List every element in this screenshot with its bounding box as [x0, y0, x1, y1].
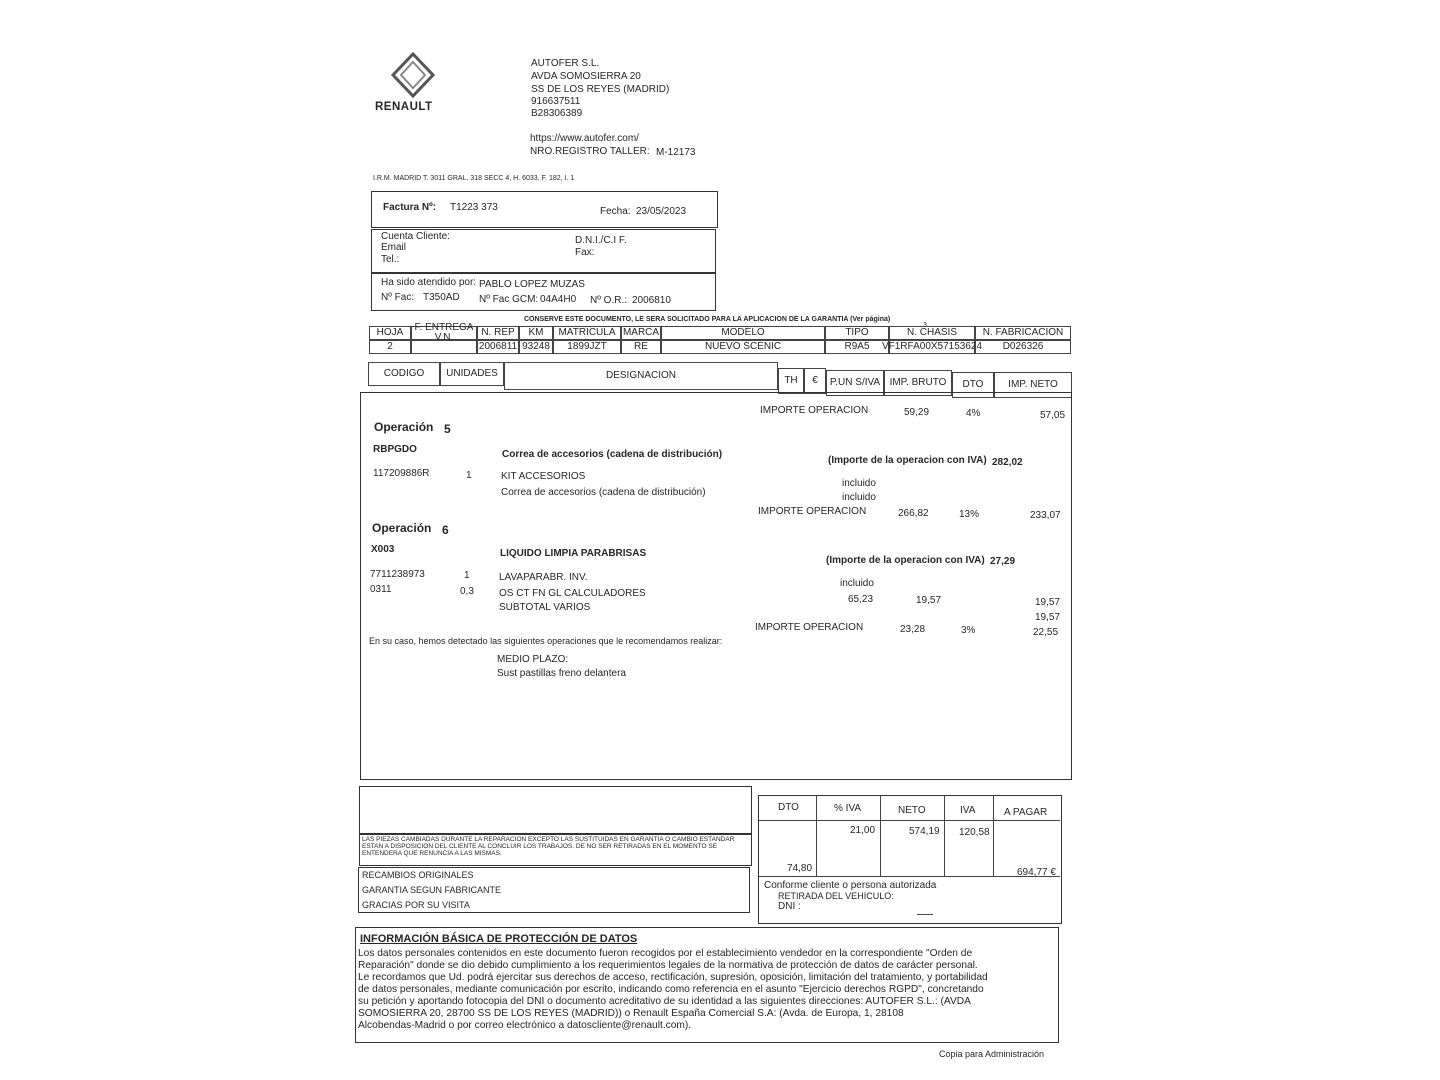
op6-item2-neto: 19,57	[1035, 597, 1061, 608]
op6-num: 6	[442, 523, 449, 537]
note-recambios: RECAMBIOS ORIGINALES	[362, 870, 474, 880]
recommend-text: En su caso, hemos detectado las siguientes operaciones que le recomendamos realizar:	[369, 636, 723, 646]
vehicle-value-chasis: VF1RFA00X57153624	[881, 341, 983, 352]
invoice-number-label: Factura Nº:	[383, 202, 437, 213]
vehicle-header-tipo: TIPO	[825, 326, 889, 340]
privacy-line-4: de datos personales, mediante comunicación por escrito, indicando como referencia en el asunto "Ejercicio derechos RGPD", concretando	[358, 984, 984, 995]
col-bruto: IMP. BRUTO	[884, 370, 952, 396]
op5-iva-label: (Importe de la operacion con IVA)	[828, 455, 987, 466]
notice-page: 3	[923, 322, 927, 329]
op6-subtotal-neto: 19,57	[1035, 612, 1061, 623]
company-cif: B28306389	[531, 108, 583, 119]
op5-importe-label: IMPORTE OPERACION	[758, 506, 867, 517]
totals-apagar: 694,77 €	[1017, 867, 1056, 878]
op6-neto: 22,55	[1033, 627, 1059, 638]
company-phone: 916637511	[531, 96, 581, 107]
op5-incl1: incluido	[842, 478, 876, 489]
op6-title: Operación	[372, 521, 432, 535]
col-pun: P.UN S/IVA	[826, 370, 884, 396]
company-address: AVDA SOMOSIERRA 20	[531, 71, 641, 82]
recommend-item: Sust pastillas freno delantera	[497, 668, 626, 679]
privacy-line-1: Los datos personales contenidos en este documento fueron recogidos por el establecimiento vendedor en la correspondiente "Orden de	[358, 948, 973, 959]
totals-pct-iva: 21,00	[850, 825, 876, 836]
op5-neto: 233,07	[1030, 510, 1061, 521]
op5-code: RBPGDO	[373, 444, 417, 455]
totals-header-dto: DTO	[778, 802, 799, 813]
nfac-value: T350AD	[423, 292, 460, 303]
col-codigo: CODIGO	[368, 362, 440, 386]
op6-item1-code: 7711238973	[370, 569, 425, 580]
privacy-line-6: SOMOSIERRA 20, 28700 SS DE LOS REYES (MADRID)) o Renault España Comercial S.A: (Avda. de Europa, 1, 28108	[358, 1008, 904, 1019]
op5-item-code: 117209886R	[373, 468, 430, 479]
brand-name: RENAULT	[375, 101, 433, 113]
vehicle-header-hoja: HOJA	[369, 326, 411, 340]
first-op-label: IMPORTE OPERACION	[760, 405, 869, 416]
privacy-title: INFORMACIÓN BÁSICA DE PROTECCIÓN DE DATOS	[360, 933, 638, 945]
invoice-date: 23/05/2023	[636, 206, 687, 217]
op5-iva-value: 282,02	[992, 457, 1023, 468]
vehicle-header-modelo: MODELO	[661, 326, 825, 340]
op5-item-desc2: Correa de accesorios (cadena de distribución)	[501, 487, 706, 498]
gcm-label: Nº Fac GCM:	[479, 294, 539, 305]
conforme-label: Conforme cliente o persona autorizada	[764, 880, 937, 891]
invoice-number: T1223 373	[450, 202, 498, 213]
warranty-notice: CONSERVE ESTE DOCUMENTO, LE SERA SOLICITADO PARA LA APLICACION DE LA GARANTIA (Ver página)	[524, 316, 891, 323]
recommend-term: MEDIO PLAZO:	[497, 654, 569, 665]
privacy-line-2: Reparación" donde se dio debido cumplimiento a los requerimientos legales de la normativa de protección de datos de carácter personal.	[358, 960, 978, 971]
totals-dto: 74,80	[787, 863, 813, 874]
op6-importe-label: IMPORTE OPERACION	[755, 622, 864, 633]
vehicle-value-km: 93248	[519, 340, 553, 354]
vehicle-value-tipo: R9A5	[825, 340, 889, 354]
op5-bruto: 266,82	[898, 508, 929, 519]
op6-iva-value: 27,29	[990, 556, 1016, 567]
op5-num: 5	[444, 422, 451, 436]
vehicle-value-modelo: NUEVO SCENIC	[661, 340, 825, 354]
vehicle-header-nrep: N. REP	[477, 326, 519, 340]
or-value: 2006810	[632, 295, 671, 306]
vehicle-header-marca: MARCA	[622, 327, 660, 338]
gcm-value: 04A4H0	[540, 294, 577, 305]
note-gracias: GRACIAS POR SU VISITA	[362, 900, 470, 910]
op6-name: LIQUIDO LIMPIA PARABRISAS	[500, 548, 647, 559]
op6-item2-units: 0,3	[460, 586, 474, 597]
op5-item-units: 1	[466, 470, 472, 481]
totals-neto: 574,19	[909, 826, 940, 837]
retirada-label: RETIRADA DEL VEHICULO:	[778, 891, 894, 901]
registry-value: M-12173	[656, 147, 696, 158]
first-op-bruto: 59,29	[904, 407, 930, 418]
note-garantia: GARANTIA SEGUN FABRICANTE	[362, 885, 502, 895]
op6-item2-bruto: 19,57	[916, 595, 942, 606]
totals-header-iva: IVA	[960, 805, 976, 816]
account-label: Cuenta Cliente:	[381, 231, 450, 242]
op6-item1-incl: incluido	[840, 578, 874, 589]
nfac-label: Nº Fac:	[381, 292, 415, 303]
op6-code: X003	[371, 544, 395, 555]
attended-name: PABLO LOPEZ MUZAS	[479, 279, 585, 290]
fax-label: Fax:	[575, 247, 595, 258]
totals-header-apagar: A PAGAR	[1004, 807, 1048, 818]
renault-logo	[388, 52, 438, 98]
col-euro: €	[804, 368, 826, 394]
registry-label: NRO.REGISTRO TALLER:	[530, 146, 650, 157]
first-op-dto: 4%	[966, 408, 981, 419]
privacy-line-5: su petición y aportando fotocopia del DNI o documento acreditativo de su identidad a las siguientes direcciones: AUTOFER S.L.: (AVDA	[358, 996, 971, 1007]
vehicle-value-matricula: 1899JZT	[553, 340, 621, 354]
disclaimer-text: LAS PIEZAS CAMBIADAS DURANTE LA REPARACION EXCEPTO LAS SUSTITUIDAS EN GARANTIA O CAMBIO ESTANDAR ESTAN A DISPOSICION DEL CLIENTE AL CONCLUIR LOS TRABAJOS. DE NO SER RETIRADAS EN EL MOMENTO SE ENTENDERA QUE RENUNCIA A LAS MISMAS.	[362, 836, 735, 857]
op5-dto: 13%	[959, 509, 980, 520]
email-label: Email	[381, 242, 407, 253]
col-designacion: DESIGNACION	[504, 362, 778, 390]
op6-dto: 3%	[961, 625, 976, 636]
op6-item2-desc: OS CT FN GL CALCULADORES	[499, 588, 646, 599]
op5-incl2: incluido	[842, 492, 876, 503]
invoice-date-label: Fecha:	[600, 206, 631, 217]
first-op-neto: 57,05	[1040, 410, 1066, 421]
vehicle-header-entrega: F. ENTREGA V.N.	[411, 326, 477, 340]
op5-item-desc: KIT ACCESORIOS	[501, 471, 586, 482]
attended-label: Ha sido atendido por:	[381, 277, 477, 288]
privacy-line-7: Alcobendas-Madrid o por correo electrónico a datoscliente@renault.com).	[358, 1020, 692, 1031]
vehicle-header-fabricacion: N. FABRICACION	[975, 326, 1071, 340]
op6-item1-units: 1	[464, 570, 470, 581]
vehicle-value-hoja: 2	[369, 340, 411, 354]
col-unidades: UNIDADES	[440, 362, 504, 386]
company-website[interactable]: https://www.autofer.com/	[530, 133, 639, 144]
op6-iva-label: (Importe de la operacion con IVA)	[826, 555, 985, 566]
totals-header-neto: NETO	[898, 805, 926, 816]
irm-text: I.R.M. MADRID T. 3011 GRAL. 318 SECC 4, H. 6033, F. 182, I. 1	[373, 175, 575, 182]
col-th: TH	[778, 368, 804, 394]
vehicle-value-entrega	[411, 340, 477, 354]
renault-diamond-icon	[388, 52, 438, 98]
op6-item1-desc: LAVAPARABR. INV.	[499, 572, 588, 583]
col-neto: IMP. NETO	[994, 372, 1072, 398]
vehicle-value-nrep: 2006811	[478, 341, 518, 352]
totals-header-piva: % IVA	[834, 803, 862, 814]
op6-item2-code: 0311	[370, 584, 392, 595]
blank-box	[359, 786, 752, 834]
totals-iva: 120,58	[959, 827, 990, 838]
or-label: Nº O.R.:	[590, 295, 627, 306]
vehicle-header-chasis: N. CHASIS	[889, 326, 975, 340]
company-city: SS DE LOS REYES (MADRID)	[531, 84, 670, 95]
vehicle-header-km: KM	[519, 326, 553, 340]
dni-label: D.N.I./C.I F.	[575, 235, 627, 246]
op5-name: Correa de accesorios (cadena de distribución)	[502, 449, 723, 460]
op5-title: Operación	[374, 420, 434, 434]
privacy-line-3: Le recordamos que Ud. podrá ejercitar sus derechos de acceso, rectificación, supresión, oposición, limitación del tratamiento, y portabilidad	[358, 972, 988, 983]
vehicle-value-marca: RE	[621, 340, 661, 354]
vehicle-value-fabricacion: D026326	[975, 340, 1071, 354]
op6-bruto: 23,28	[900, 624, 926, 635]
company-name: AUTOFER S.L.	[531, 58, 600, 69]
col-dto: DTO	[952, 372, 994, 398]
copy-label: Copia para Administración	[939, 1049, 1045, 1059]
vehicle-header-matricula: MATRICULA	[553, 326, 621, 340]
op6-subtotal-label: SUBTOTAL VARIOS	[499, 602, 591, 613]
tel-label: Tel.:	[381, 254, 400, 265]
dni-sign-label: DNI :	[778, 901, 801, 912]
op6-item2-pun: 65,23	[848, 594, 874, 605]
